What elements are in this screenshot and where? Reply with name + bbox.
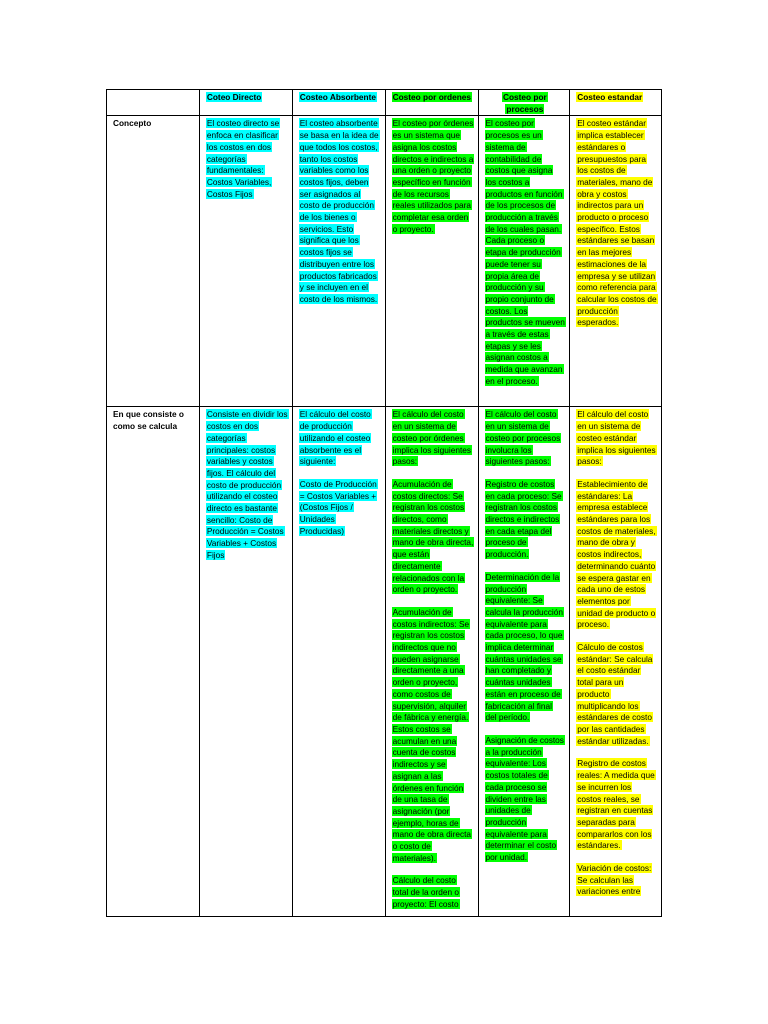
cell-text: El cálculo del costo de producción utilizando el costeo absorbente es el siguiente: [299, 409, 371, 467]
cell-concepto-procesos [478, 116, 570, 407]
cell-paragraph [576, 479, 657, 631]
cell-text: Variación de costos: Se calculan las variaciones entre [577, 863, 652, 897]
header-cell-costeo-estandar [570, 90, 662, 116]
cell-concepto-estandar [570, 116, 662, 407]
header-cell-costeo-por-procesos [478, 90, 570, 116]
cell-calculo-estandar [570, 407, 662, 917]
cell-text: Determinación de la producción equivalente: Se calcula la producción equivalente para cada proceso, lo que implica determinar cuántas unidades se han completado y cuántas unidades están en proceso de fabricación al final del período. [485, 571, 563, 723]
cell-paragraph [576, 642, 657, 747]
row-label-concepto: Concepto [107, 116, 200, 407]
cell-text: El cálculo del costo en un sistema de costeo por órdenes implica los siguientes pasos: [392, 409, 472, 467]
cell-text: Registro de costos reales: A medida que se incurren los costos reales, se registran en cuentas separadas para compararlos con los estándares. [577, 758, 655, 851]
cell-concepto-directo [199, 116, 292, 407]
cell-text: Establecimiento de estándares: La empresa establece estándares para los costos de materiales, mano de obra y costos indirectos, determinando cuánto se espera gastar en cada uno de estos elementos por unidad de producto o proceso. [577, 478, 656, 630]
cell-text: Acumulación de costos directos: Se registran los costos directos, como materiales directos y mano de obra directa, que están directamente relacionados con la orden o proyecto. [392, 478, 474, 595]
cell-text: Asignación de costos a la producción equivalente: Los costos totales de cada proceso se dividen entre las unidades de producción equivalente para determinar el costo por unidad. [485, 734, 564, 863]
cell-paragraph [392, 607, 474, 864]
cell-text: El costeo por órdenes es un sistema que asigna los costos directos e indirectos a una orden o proyecto específico en función de los recursos reales utilizados para completar esa orden o proyecto. [392, 118, 474, 234]
cell-calculo-directo [199, 407, 292, 917]
header-cell-costeo-por-ordenes [385, 90, 478, 116]
cell-text: Costo de Producción = Costos Variables + (Costos Fijos / Unidades Producidas) [299, 478, 377, 536]
comparison-table [106, 89, 662, 917]
header-label-costeo-por-ordenes: Costeo por ordenes [392, 92, 471, 102]
header-label-costeo-directo: Coteo Directo [206, 92, 262, 102]
cell-paragraph [392, 875, 474, 910]
cell-calculo-procesos [478, 407, 570, 917]
cell-paragraph [392, 479, 474, 596]
header-cell-costeo-directo [199, 90, 292, 116]
cell-paragraph [576, 758, 657, 852]
cell-paragraph [576, 863, 657, 898]
table-row-concepto [107, 116, 662, 407]
cell-paragraph [299, 479, 381, 538]
cell-paragraph [485, 479, 566, 561]
cell-paragraph [485, 409, 566, 468]
cell-calculo-ordenes [385, 407, 478, 917]
cell-text: Acumulación de costos indirectos: Se registran los costos indirectos que no pueden asignarse directamente a una orden o proyecto, como costos de supervisión, alquiler de fábrica y energía. Estos costos se acumulan en una cuenta de costos indirectos y se asignan a las órdenes en función de una tasa de asignación (por ejemplo, horas de mano de obra directa o costo de materiales). [392, 606, 472, 863]
cell-text: El costeo directo se enfoca en clasificar los costos en dos categorías fundamentales: Costos Variables, Costos Fijos [206, 118, 280, 199]
header-label-costeo-absorbente: Costeo Absorbente [299, 92, 376, 102]
cell-paragraph [485, 735, 566, 864]
row-label-calculo: En que consiste o como se calcula [107, 407, 200, 917]
cell-text: El cálculo del costo en un sistema de costeo por procesos involucra los siguientes pasos: [485, 409, 561, 467]
cell-paragraph [485, 572, 566, 724]
cell-text: Cálculo de costos estándar: Se calcula el costo estándar total para un producto multiplicando los estándares de costo por las cantidades estándar utilizadas. [577, 642, 653, 746]
cell-paragraph [392, 409, 474, 468]
cell-text: Consiste en dividir los costos en dos categorías principales: costos variables y costos fijos. El cálculo del costo de producción utilizando el costeo directo es bastante sencillo: Costo de Producción = Costos Variables + Costos Fijos [206, 409, 288, 560]
cell-paragraph [576, 409, 657, 468]
cell-concepto-ordenes [385, 116, 478, 407]
cell-text: El costeo estándar implica establecer estándares o presupuestos para los costos de materiales, mano de obra y costos indirectos para un producto o proceso específico. Estos estándares se basan en las mejores estimaciones de la empresa y se utilizan como referencia para calcular los costos de producción esperados. [577, 118, 657, 328]
cell-text: El cálculo del costo en un sistema de costeo estándar implica los siguientes pasos: [577, 409, 656, 467]
cell-text: El costeo absorbente se basa en la idea de que todos los costos, tanto los costos variables como los costos fijos, deben ser asignados al costo de producción de los bienes o servicios. Esto significa que los costos fijos se distribuyen entre los productos fabricados y se incluyen en el costo de los mismos. [299, 118, 379, 304]
cell-calculo-absorbente [292, 407, 385, 917]
cell-text: Cálculo del costo total de la orden o proyecto: El costo [392, 875, 460, 909]
header-cell-costeo-absorbente [292, 90, 385, 116]
cell-text: El costeo por procesos es un sistema de contabilidad de costos que asigna los costos a productos en función de los procesos de producción a través de los cuales pasan. Cada proceso o etapa de producción puede tener su propia área de producción y su propio conjunto de costos. Los productos se mueven a través de estas etapas y se les asignan costos a medida que avanzan en el proceso. [485, 118, 565, 386]
header-label-costeo-estandar: Costeo estandar [577, 92, 643, 102]
header-cell-empty [107, 90, 200, 116]
table-row-calculo [107, 407, 662, 917]
cell-text: Registro de costos en cada proceso: Se registran los costos directos e indirectos en cada etapa del proceso de producción. [485, 478, 562, 560]
header-row [107, 90, 662, 116]
cell-concepto-absorbente [292, 116, 385, 407]
header-label-costeo-por-procesos: Costeo por procesos [502, 92, 547, 114]
cell-paragraph [299, 409, 381, 468]
